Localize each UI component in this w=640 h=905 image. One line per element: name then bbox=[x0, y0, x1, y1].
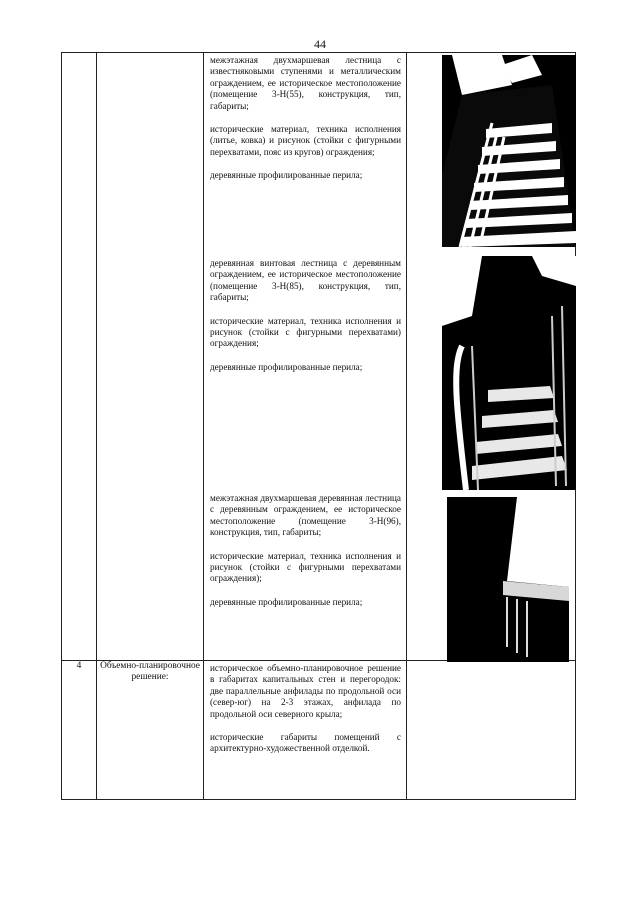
table-row bbox=[62, 661, 576, 800]
paragraph: межэтажная двухмаршевая лестница с известняковыми ступенями и металлическим ограждением, ее историческое местоположение (помещение 3-Н(55), конструкция, тип, габариты; bbox=[210, 55, 401, 111]
cell-photos-empty bbox=[407, 661, 576, 800]
cell-description bbox=[204, 661, 407, 800]
cell-photos bbox=[407, 53, 576, 661]
spiral-staircase-photo bbox=[442, 256, 576, 490]
paragraph: межэтажная двухмаршевая деревянная лестница с деревянным ограждением, ее историческое местоположение (помещение 3-Н(96), конструкция, тип, габариты; bbox=[210, 493, 401, 538]
row-name: Объемно-планировочное решение: bbox=[97, 661, 204, 800]
row-number: 4 bbox=[62, 661, 97, 800]
paragraph: деревянные профилированные перила; bbox=[210, 361, 363, 372]
staircase-block-2 bbox=[204, 243, 406, 491]
staircase-block-3 bbox=[204, 491, 406, 660]
paragraph: деревянные профилированные перила; bbox=[210, 170, 363, 181]
paragraph: исторические материал, техника исполнения и рисунок (стойки с фигурными перехватами ограждения); bbox=[210, 550, 401, 584]
cell-number-empty bbox=[62, 53, 97, 661]
staircase-block-1 bbox=[204, 53, 406, 243]
paragraph: исторические габариты помещений с архитектурно-художественной отделкой. bbox=[210, 732, 401, 754]
cell-name-empty bbox=[97, 53, 204, 661]
staircase-photo-2 bbox=[447, 497, 569, 662]
paragraph: деревянные профилированные перила; bbox=[210, 596, 363, 607]
protection-subject-table bbox=[61, 52, 576, 800]
page-number: 44 bbox=[314, 37, 326, 51]
paragraph: исторические материал, техника исполнения (литье, ковка) и рисунок (стойки с фигурными перехватами, пояс из кругов) ограждения; bbox=[210, 124, 401, 157]
paragraph: историческое объемно-планировочное решение в габаритах капитальных стен и перегородок: две параллельные анфилады по продольной оси (север-юг) на 2-3 этажах, анфилада по продольной оси северного крыла; bbox=[210, 663, 401, 719]
table-row bbox=[62, 53, 576, 661]
cell-description bbox=[204, 53, 407, 661]
paragraph: деревянная винтовая лестница с деревянным ограждением, ее историческое местоположение (помещение 3-Н(85), конструкция, тип, габариты; bbox=[210, 258, 401, 303]
staircase-photo-1 bbox=[442, 55, 576, 247]
paragraph: исторические материал, техника исполнения и рисунок (стойки с фигурными перехватами) ограждения; bbox=[210, 315, 401, 349]
